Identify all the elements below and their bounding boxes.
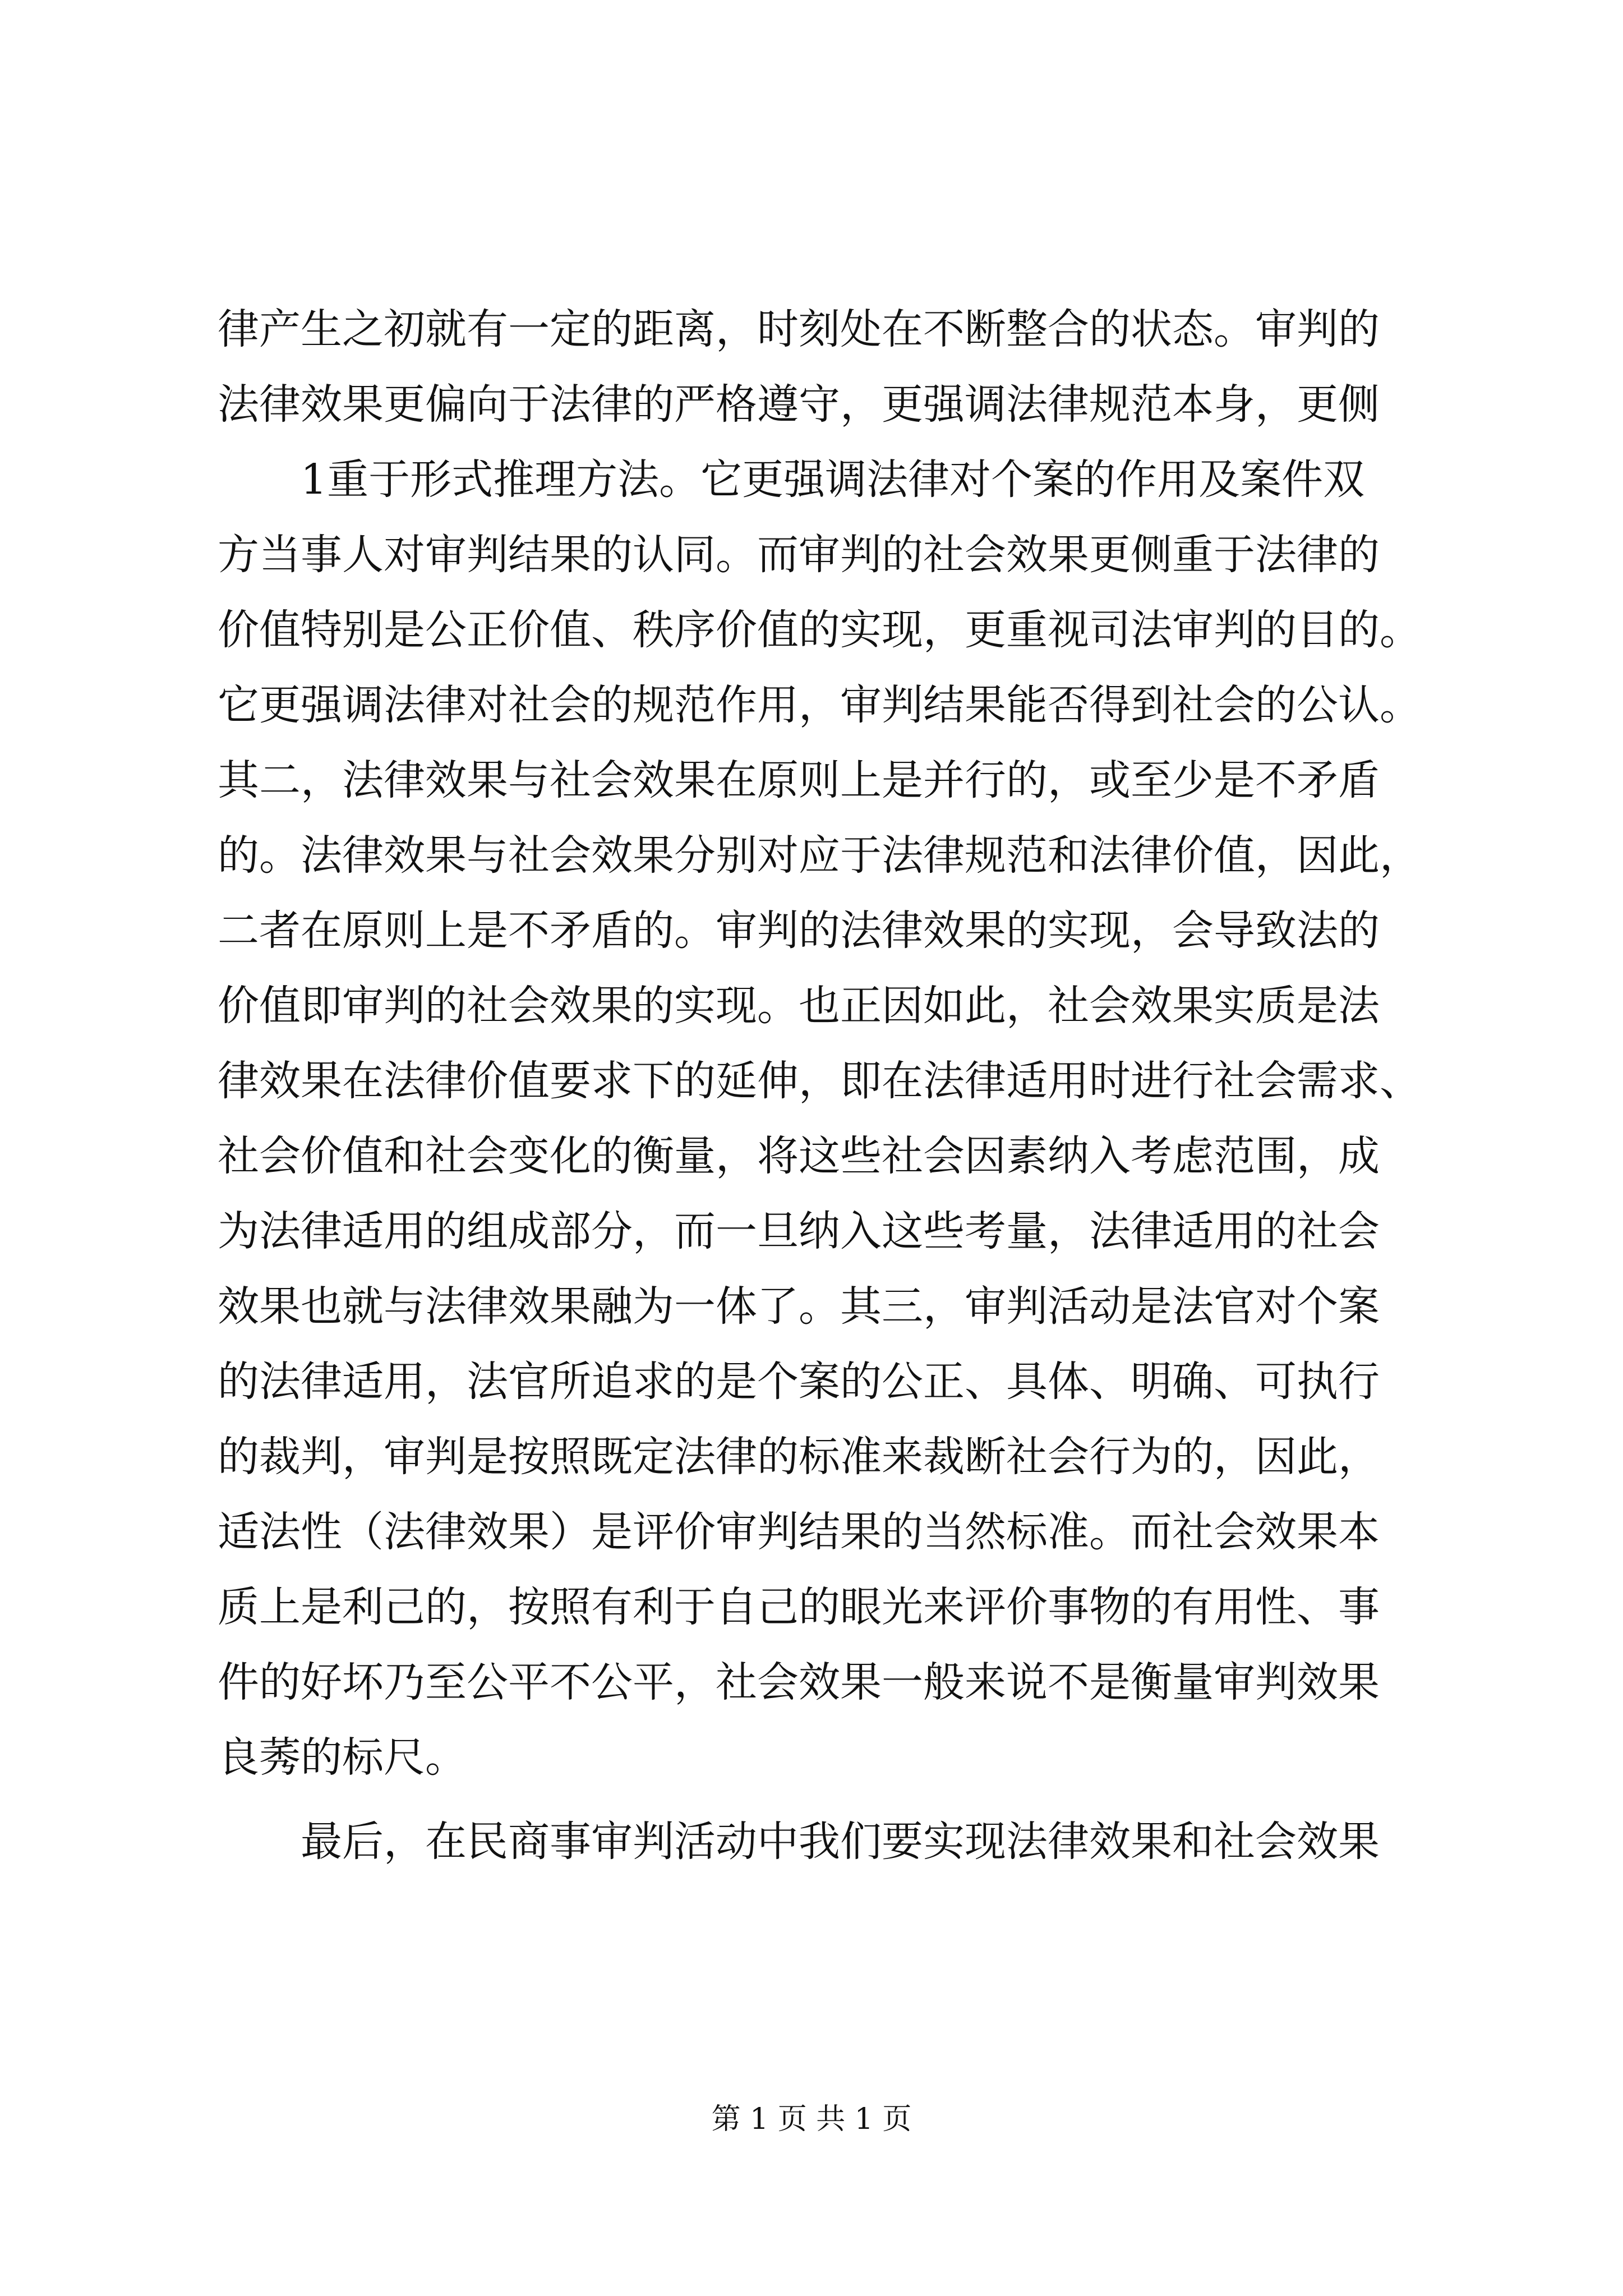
text-line: 其二，法律效果与社会效果在原则上是并行的，或至少是不矛盾	[218, 756, 1380, 804]
text-line: 适法性（法律效果）是评价审判结果的当然标准。而社会效果本	[218, 1508, 1380, 1556]
text-line: 的法律适用，法官所追求的是个案的公正、具体、明确、可执行	[218, 1358, 1380, 1406]
text-line: 1重于形式推理方法。它更强调法律对个案的作用及案件双	[218, 455, 1365, 504]
text-line: 质上是利己的，按照有利于自己的眼光来评价事物的有用性、事	[218, 1583, 1380, 1631]
page-footer: 第 1 页 共 1 页	[711, 2102, 912, 2136]
text-line: 的。法律效果与社会效果分别对应于法律规范和法律价值，因此，	[218, 831, 1421, 880]
text-line: 律产生之初就有一定的距离，时刻处在不断整合的状态。审判的	[218, 305, 1380, 353]
text-line: 社会价值和社会变化的衡量，将这些社会因素纳入考虑范围，成	[218, 1132, 1380, 1180]
text-line: 最后，在民商事审判活动中我们要实现法律效果和社会效果	[218, 1818, 1380, 1866]
text-line: 效果也就与法律效果融为一体了。其三，审判活动是法官对个案	[218, 1282, 1380, 1331]
text-line: 的裁判，审判是按照既定法律的标准来裁断社会行为的，因此，	[218, 1433, 1380, 1481]
text-line: 它更强调法律对社会的规范作用，审判结果能否得到社会的公认。	[218, 681, 1421, 729]
text-line: 律效果在法律价值要求下的延伸，即在法律适用时进行社会需求、	[218, 1057, 1421, 1105]
text-line: 二者在原则上是不矛盾的。审判的法律效果的实现，会导致法的	[218, 907, 1380, 955]
document-body	[218, 292, 1429, 1879]
text-line: 价值特别是公正价值、秩序价值的实现，更重视司法审判的目的。	[218, 606, 1421, 654]
text-line: 为法律适用的组成部分，而一旦纳入这些考量，法律适用的社会	[218, 1207, 1380, 1255]
text-line: 件的好坏乃至公平不公平，社会效果一般来说不是衡量审判效果	[218, 1658, 1380, 1706]
text-line: 良莠的标尺。	[218, 1733, 467, 1782]
text-line: 法律效果更偏向于法律的严格遵守，更强调法律规范本身，更侧	[218, 380, 1380, 429]
text-line: 方当事人对审判结果的认同。而审判的社会效果更侧重于法律的	[218, 531, 1380, 579]
text-line: 价值即审判的社会效果的实现。也正因如此，社会效果实质是法	[218, 982, 1380, 1030]
